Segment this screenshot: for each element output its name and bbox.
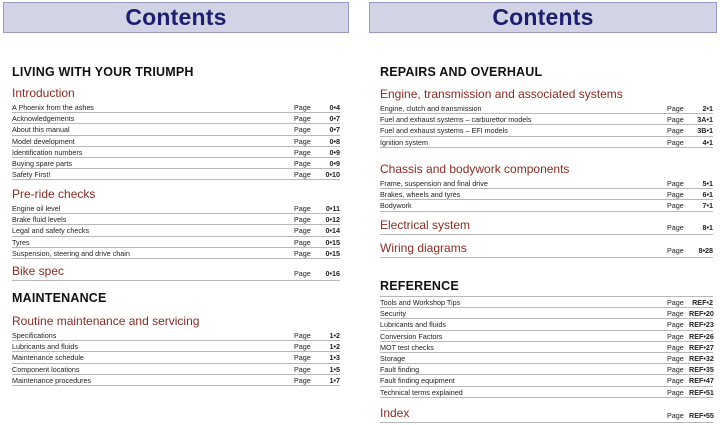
entry-title: Safety First! <box>12 170 51 180</box>
page-number: REF•27 <box>689 342 714 352</box>
section-title: Bike spec <box>12 264 65 278</box>
entry-title: Lubricants and fluids <box>380 320 446 330</box>
page-label: Page <box>294 103 311 112</box>
entry-title: Suspension, steering and drive chain <box>12 248 130 258</box>
page-number: REF•35 <box>689 365 714 375</box>
page-label: Page <box>667 331 684 341</box>
entry-title: Fault finding equipment <box>380 376 455 386</box>
entry-title: Tyres <box>12 237 30 247</box>
page-label: Page <box>667 190 684 200</box>
section-title: Wiring diagrams <box>380 241 467 255</box>
toc-entry[interactable] <box>380 308 713 319</box>
contents-banner <box>369 2 717 33</box>
toc-entry[interactable] <box>12 330 340 341</box>
page-number: 0•15 <box>325 237 340 247</box>
page-number: 3B•1 <box>697 126 713 136</box>
entry-title: Conversion Factors <box>380 331 443 341</box>
entry-title: Identification numbers <box>12 147 83 157</box>
section-title: Electrical system <box>380 218 471 232</box>
page-label: Page <box>667 365 684 375</box>
page-label: Page <box>667 298 684 307</box>
page-number: REF•32 <box>689 353 714 363</box>
toc-entry[interactable] <box>12 225 340 236</box>
toc-entry[interactable] <box>380 364 713 375</box>
page-label: Page <box>294 114 311 124</box>
banner-title: Contents <box>492 4 594 30</box>
page-label: Page <box>667 353 684 363</box>
page-label: Page <box>294 170 311 180</box>
page-label: Page <box>294 237 311 247</box>
page-number: 0•11 <box>325 204 340 213</box>
entry-list <box>12 330 340 386</box>
entry-title: Ignition system <box>380 137 428 147</box>
page-number: 0•15 <box>325 248 340 258</box>
page-number: 0•8 <box>329 136 340 146</box>
part-heading-reference: REFERENCE <box>380 279 459 293</box>
section-wiring-diagrams[interactable] <box>380 241 713 258</box>
section-title[interactable]: Chassis and bodywork components <box>380 162 570 176</box>
toc-entry[interactable] <box>380 387 713 398</box>
entry-list <box>380 297 713 398</box>
page-label: Page <box>667 246 684 255</box>
page-label: Page <box>294 125 311 135</box>
page-label: Page <box>667 115 684 125</box>
page-number: 1•7 <box>329 375 340 385</box>
entry-title: Frame, suspension and final drive <box>380 179 488 188</box>
toc-entry[interactable] <box>12 237 340 248</box>
page-label: Page <box>667 309 684 319</box>
page-number: REF•20 <box>689 309 714 319</box>
page-number: 1•2 <box>329 331 340 340</box>
page-label: Page <box>294 226 311 236</box>
toc-entry[interactable] <box>380 114 713 125</box>
entry-title: Brake fluid levels <box>12 215 67 225</box>
page-number: REF•55 <box>689 411 714 420</box>
toc-entry[interactable] <box>12 147 340 158</box>
toc-entry[interactable] <box>12 364 340 375</box>
page-label: Page <box>667 201 684 211</box>
section-engine-transmission <box>380 87 713 148</box>
section-pre-ride-checks <box>12 187 340 259</box>
page-label: Page <box>294 342 311 352</box>
page-number: 1•3 <box>329 353 340 363</box>
entry-title: Specifications <box>12 331 57 340</box>
entry-title: Brakes, wheels and tyres <box>380 190 461 200</box>
toc-entry[interactable] <box>380 200 713 211</box>
page-number: 1•2 <box>329 342 340 352</box>
toc-entry[interactable] <box>12 375 340 386</box>
page-label: Page <box>294 331 311 340</box>
toc-entry[interactable] <box>380 375 713 386</box>
page-label: Page <box>294 248 311 258</box>
toc-entry[interactable] <box>380 125 713 136</box>
page-label: Page <box>667 179 684 188</box>
entry-title: Engine, clutch and transmission <box>380 104 482 113</box>
section-introduction <box>12 86 340 180</box>
page-label: Page <box>667 104 684 113</box>
part-heading-living: LIVING WITH YOUR TRIUMPH <box>12 65 194 79</box>
page-number: 0•10 <box>325 170 340 180</box>
entry-list <box>380 103 713 148</box>
page-number: 4•1 <box>702 137 713 147</box>
page-number: REF•23 <box>689 320 714 330</box>
toc-entry[interactable] <box>12 214 340 225</box>
page-label: Page <box>667 320 684 330</box>
toc-entry[interactable] <box>12 169 340 180</box>
toc-entry[interactable] <box>380 353 713 364</box>
section-routine-maintenance <box>12 314 340 386</box>
section-bike-spec[interactable] <box>12 264 340 281</box>
toc-entry[interactable] <box>380 297 713 308</box>
page-label: Page <box>667 387 684 397</box>
page-label: Page <box>294 215 311 225</box>
page-number: 2•1 <box>702 104 713 113</box>
page-label: Page <box>294 147 311 157</box>
page-number: 6•1 <box>702 190 713 200</box>
page-number: REF•26 <box>689 331 714 341</box>
page-number: 3A•1 <box>697 115 713 125</box>
entry-title: Technical terms explained <box>380 387 463 397</box>
section-electrical-system[interactable] <box>380 218 713 235</box>
page-number: 5•1 <box>702 179 713 188</box>
page-number: REF•47 <box>689 376 714 386</box>
page-label: Page <box>294 136 311 146</box>
toc-entry[interactable] <box>380 319 713 330</box>
page-label: Page <box>294 269 311 278</box>
page-number: 7•1 <box>702 201 713 211</box>
entry-title: Maintenance procedures <box>12 375 92 385</box>
entry-title: Fuel and exhaust systems – EFI models <box>380 126 508 136</box>
toc-entry[interactable] <box>12 136 340 147</box>
entry-title: Component locations <box>12 364 80 374</box>
page-number: 1•5 <box>329 364 340 374</box>
toc-entry[interactable] <box>12 341 340 352</box>
entry-title: A Phoenix from the ashes <box>12 103 94 112</box>
entry-title: Lubricants and fluids <box>12 342 78 352</box>
toc-entry[interactable] <box>380 342 713 353</box>
toc-entry[interactable] <box>380 178 713 189</box>
page-label: Page <box>667 223 684 232</box>
entry-title: Fault finding <box>380 365 420 375</box>
entry-title: Tools and Workshop Tips <box>380 298 461 307</box>
toc-entry[interactable] <box>380 137 713 148</box>
page-number: 0•9 <box>329 158 340 168</box>
toc-entry[interactable] <box>12 124 340 135</box>
toc-entry[interactable] <box>12 203 340 214</box>
page-number: 0•7 <box>329 125 340 135</box>
entry-title: Buying spare parts <box>12 158 72 168</box>
entry-title: Legal and safety checks <box>12 226 90 236</box>
toc-entry[interactable] <box>12 158 340 169</box>
page-label: Page <box>667 126 684 136</box>
page-number: REF•51 <box>689 387 714 397</box>
entry-title: Acknowledgements <box>12 114 75 124</box>
section-title[interactable]: Routine maintenance and servicing <box>12 314 200 328</box>
page-label: Page <box>294 375 311 385</box>
entry-title: Security <box>380 309 406 319</box>
entry-title: Fuel and exhaust systems – carburettor models <box>380 115 532 125</box>
page-number: 0•12 <box>325 215 340 225</box>
toc-entry[interactable] <box>380 189 713 200</box>
entry-title: Engine oil level <box>12 204 61 213</box>
page-number: 0•4 <box>329 103 340 112</box>
page-number: 8•1 <box>702 223 713 232</box>
entry-list <box>12 203 340 259</box>
section-reference <box>380 296 713 398</box>
page-label: Page <box>667 376 684 386</box>
page-label: Page <box>667 137 684 147</box>
page-label: Page <box>294 353 311 363</box>
page-label: Page <box>294 158 311 168</box>
entry-title: Bodywork <box>380 201 412 211</box>
page-number: 0•16 <box>325 269 340 278</box>
section-title[interactable]: Pre-ride checks <box>12 187 96 201</box>
page-number: 0•9 <box>329 147 340 157</box>
section-chassis-bodywork <box>380 162 713 212</box>
page-number: 0•14 <box>325 226 340 236</box>
page-label: Page <box>667 342 684 352</box>
section-index[interactable] <box>380 406 713 423</box>
entry-title: Model development <box>12 136 75 146</box>
toc-entry[interactable] <box>380 331 713 342</box>
page-label: Page <box>294 204 311 213</box>
section-title[interactable]: Engine, transmission and associated systems <box>380 87 623 101</box>
left-page <box>0 0 352 425</box>
entry-title: Maintenance schedule <box>12 353 84 363</box>
toc-entry[interactable] <box>12 102 340 113</box>
part-heading-repairs: REPAIRS AND OVERHAUL <box>380 65 543 79</box>
page-label: Page <box>667 411 684 420</box>
entry-title: Storage <box>380 353 406 363</box>
toc-entry[interactable] <box>12 352 340 363</box>
section-title[interactable]: Introduction <box>12 86 75 100</box>
entry-list <box>12 102 340 180</box>
banner-title: Contents <box>125 4 227 30</box>
entry-title: MOT test checks <box>380 342 434 352</box>
toc-entry[interactable] <box>12 248 340 259</box>
toc-entry[interactable] <box>12 113 340 124</box>
entry-title: About this manual <box>12 125 70 135</box>
page-number: 0•7 <box>329 114 340 124</box>
divider <box>380 296 713 297</box>
toc-entry[interactable] <box>380 103 713 114</box>
right-page <box>368 0 720 425</box>
page-number: 8•28 <box>698 246 713 255</box>
contents-banner <box>3 2 349 33</box>
entry-list <box>380 178 713 212</box>
page-label: Page <box>294 364 311 374</box>
section-title: Index <box>380 406 410 420</box>
page-number: REF•2 <box>692 298 713 307</box>
part-heading-maintenance: MAINTENANCE <box>12 291 107 305</box>
